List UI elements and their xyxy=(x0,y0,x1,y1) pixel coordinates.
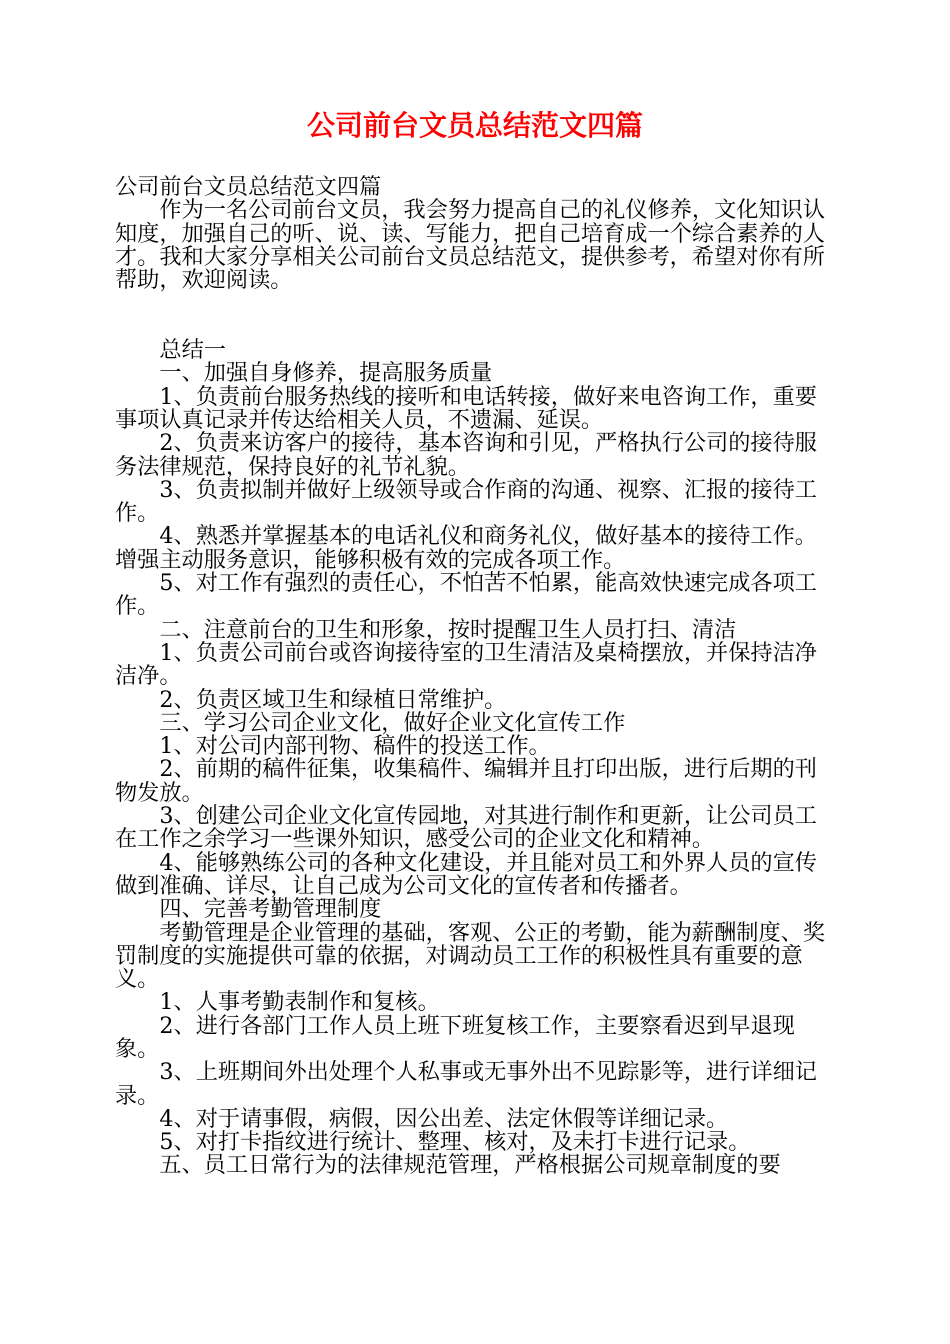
intro-paragraph: 作为一名公司前台文员，我会努力提高自己的礼仪修养，文化知识认知度，加强自己的听、说、读、写能力，把自己培育成一个综合素养的人才。我和大家分享相关公司前台文员总结范文，提供参考，希望对你有所帮助，欢迎阅读。 xyxy=(115,197,826,294)
body-paragraph: 3、创建公司企业文化宣传园地，对其进行制作和更新，让公司员工在工作之余学习一些课外知识，感受公司的企业文化和精神。 xyxy=(115,803,817,853)
body-paragraph: 考勤管理是企业管理的基础，客观、公正的考勤，能为薪酬制度、奖罚制度的实施提供可靠的依据，对调动员工工作的积极性具有重要的意义。 xyxy=(115,919,826,993)
body-paragraph: 总结一 xyxy=(159,337,226,364)
subtitle-line: 公司前台文员总结范文四篇 xyxy=(115,174,382,200)
body-paragraph: 1、负责前台服务热线的接听和电话转接，做好来电咨询工作，重要事项认真记录并传达给相关人员，不遗漏、延误。 xyxy=(115,383,817,433)
body-paragraph: 1、对公司内部刊物、稿件的投送工作。 xyxy=(159,733,551,760)
body-paragraph: 3、上班期间外出处理个人私事或无事外出不见踪影等，进行详细记录。 xyxy=(115,1059,817,1109)
body-paragraph: 5、对工作有强烈的责任心，不怕苦不怕累，能高效快速完成各项工作。 xyxy=(115,570,817,620)
body-paragraph: 4、能够熟练公司的各种文化建设，并且能对员工和外界人员的宣传做到准确、详尽，让自己成为公司文化的宣传者和传播者。 xyxy=(115,849,817,899)
body-paragraph: 1、人事考勤表制作和复核。 xyxy=(159,989,440,1016)
body-paragraph: 二、注意前台的卫生和形象，按时提醒卫生人员打扫、清洁 xyxy=(159,616,737,643)
body-paragraph: 一、加强自身修养，提高服务质量 xyxy=(159,360,493,387)
body-paragraph: 四、完善考勤管理制度 xyxy=(159,896,382,923)
body-paragraph: 3、负责拟制并做好上级领导或合作商的沟通、视察、汇报的接待工作。 xyxy=(115,476,817,527)
body-paragraph: 4、熟悉并掌握基本的电话礼仪和商务礼仪，做好基本的接待工作。增强主动服务意识，能够积极有效的完成各项工作。 xyxy=(115,523,817,573)
body-paragraph: 三、学习公司企业文化，做好企业文化宣传工作 xyxy=(159,709,626,736)
body-paragraph: 2、负责区域卫生和绿植日常维护。 xyxy=(159,686,507,713)
body-paragraph: 5、对打卡指纹进行统计、整理、核对，及未打卡进行记录。 xyxy=(159,1129,751,1156)
body-paragraph: 五、员工日常行为的法律规范管理，严格根据公司规章制度的要 xyxy=(159,1152,781,1179)
body-paragraph: 1、负责公司前台或咨询接待室的卫生清洁及桌椅摆放，并保持洁净洁净。 xyxy=(115,639,817,690)
blank-space xyxy=(115,292,837,339)
paragraph-list xyxy=(115,339,837,1178)
document-title: 公司前台文员总结范文四篇 xyxy=(306,109,643,142)
body-paragraph: 4、对于请事假，病假，因公出差、法定休假等详细记录。 xyxy=(159,1105,729,1132)
document-body xyxy=(115,176,837,1178)
body-paragraph: 2、前期的稿件征集，收集稿件、编辑并且打印出版，进行后期的刊物发放。 xyxy=(115,756,817,806)
body-paragraph: 2、进行各部门工作人员上班下班复核工作，主要察看迟到早退现象。 xyxy=(115,1012,795,1062)
body-paragraph: 2、负责来访客户的接待，基本咨询和引见，严格执行公司的接待服务法律规范，保持良好的礼节礼貌。 xyxy=(115,430,817,480)
